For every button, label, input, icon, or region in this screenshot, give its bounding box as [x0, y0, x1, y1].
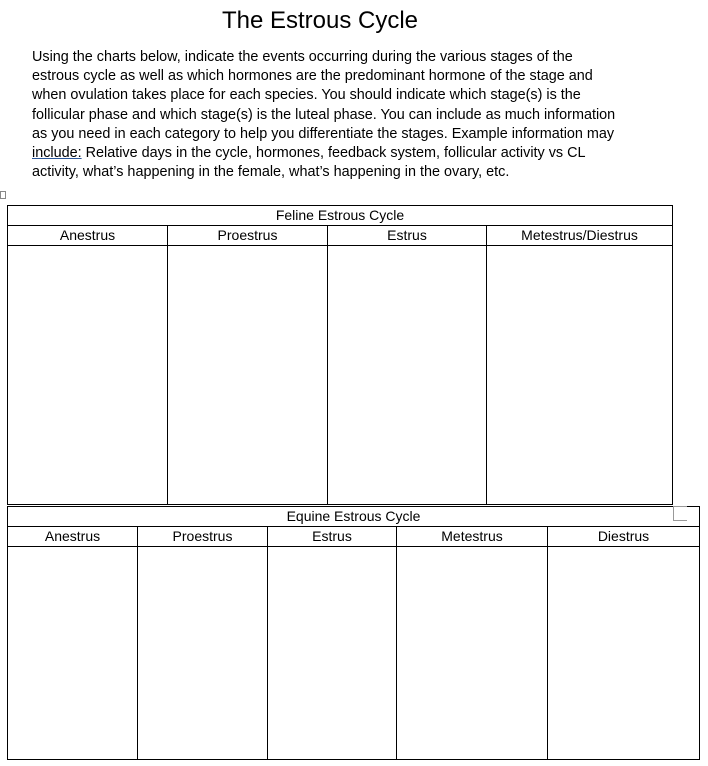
instructions-line: follicular phase and which stage(s) is the luteal phase. You can include as much information — [32, 106, 616, 123]
feline-cell-anestrus[interactable] — [8, 246, 168, 505]
feline-cell-proestrus[interactable] — [168, 246, 328, 505]
feline-header-estrus: Estrus — [328, 226, 487, 246]
table-resize-handle-icon[interactable] — [673, 506, 687, 521]
equine-estrous-table — [7, 506, 700, 760]
feline-header-anestrus: Anestrus — [8, 226, 168, 246]
instructions-line: when ovulation takes place for each species. You should indicate which stage(s) is the — [32, 87, 581, 104]
equine-cell-proestrus[interactable] — [138, 547, 268, 760]
page-title: The Estrous Cycle — [221, 7, 419, 34]
equine-cell-diestrus[interactable] — [548, 547, 700, 760]
equine-header-estrus: Estrus — [268, 527, 397, 547]
instructions-line: as you need in each category to help you differentiate the stages. Example information may — [32, 125, 615, 142]
feline-estrous-table — [7, 205, 673, 505]
equine-table-caption: Equine Estrous Cycle — [8, 507, 700, 527]
feline-cell-metestrus-diestrus[interactable] — [487, 246, 673, 505]
feline-table-caption: Feline Estrous Cycle — [8, 206, 673, 226]
feline-header-metestrus-diestrus: Metestrus/Diestrus — [487, 226, 673, 246]
equine-header-proestrus: Proestrus — [138, 527, 268, 547]
instructions-line: Using the charts below, indicate the events occurring during the various stages of the — [32, 49, 573, 65]
feline-header-proestrus: Proestrus — [168, 226, 328, 246]
instructions-line: Relative days in the cycle, hormones, feedback system, follicular activity vs CL — [85, 145, 586, 162]
equine-header-metestrus: Metestrus — [397, 527, 548, 547]
equine-cell-metestrus[interactable] — [397, 547, 548, 760]
instructions-line-with-include — [32, 144, 644, 163]
feline-cell-estrus[interactable] — [328, 246, 487, 505]
equine-header-diestrus: Diestrus — [548, 527, 700, 547]
instructions-line: activity, what’s happening in the female, what’s happening in the ovary, etc. — [32, 164, 510, 181]
include-word: include: — [32, 145, 82, 162]
equine-header-anestrus: Anestrus — [8, 527, 138, 547]
instructions-line: estrous cycle as well as which hormones are the predominant hormone of the stage and — [32, 68, 593, 85]
instructions-paragraph — [32, 48, 644, 182]
equine-cell-estrus[interactable] — [268, 547, 397, 760]
equine-cell-anestrus[interactable] — [8, 547, 138, 760]
table-move-handle-icon[interactable] — [0, 191, 6, 199]
